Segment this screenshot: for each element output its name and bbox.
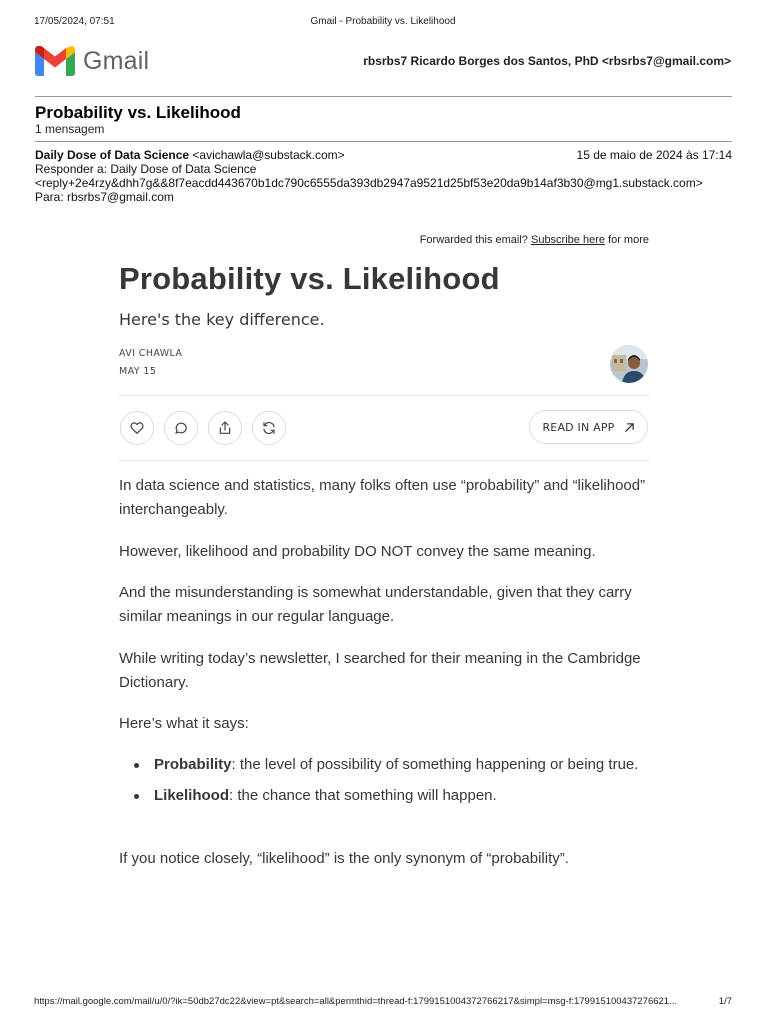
gmail-logo bbox=[35, 45, 149, 77]
arrow-up-right-icon bbox=[624, 422, 635, 433]
message-date: 15 de maio de 2024 às 17:14 bbox=[576, 148, 732, 162]
list-item bbox=[119, 784, 649, 808]
account-name: rbsrbs7 Ricardo Borges dos Santos, PhD <rbsrbs7@gmail.com> bbox=[363, 54, 731, 68]
list-item bbox=[119, 753, 649, 777]
heart-icon bbox=[129, 420, 145, 436]
definition-list bbox=[119, 753, 649, 808]
message-count: 1 mensagem bbox=[35, 122, 105, 136]
reply-to-address: <reply+2e4rzy&dhh7g&&8f7eacdd443670b1dc790c6555da393db2947a9521d25bf53e20da9b14af3b30@mg1.substack.com> bbox=[35, 176, 703, 190]
share-icon bbox=[217, 420, 233, 436]
print-datetime: 17/05/2024, 07:51 bbox=[34, 16, 115, 27]
subject-divider bbox=[35, 141, 732, 142]
restack-icon bbox=[261, 420, 277, 436]
restack-button[interactable] bbox=[252, 411, 286, 445]
reply-to-label: Responder a: Daily Dose of Data Science bbox=[35, 162, 257, 176]
paragraph-5: Here’s what it says: bbox=[119, 715, 249, 732]
sender-email: <avichawla@substack.com> bbox=[189, 148, 345, 162]
post-date: MAY 15 bbox=[119, 366, 157, 377]
comment-button[interactable] bbox=[164, 411, 198, 445]
term-probability: Probability bbox=[154, 756, 232, 773]
gmail-wordmark: Gmail bbox=[83, 46, 150, 75]
closing-paragraph: If you notice closely, “likelihood” is the only synonym of “probability”. bbox=[119, 850, 569, 867]
recipient: Para: rbsrbs7@gmail.com bbox=[35, 190, 174, 204]
bullet-dot bbox=[134, 794, 139, 799]
header-divider bbox=[35, 96, 732, 97]
paragraph-3: And the misunderstanding is somewhat understandable, given that they carry similar meanings in our regular language. bbox=[119, 584, 632, 625]
action-bar-top-divider bbox=[119, 395, 649, 396]
read-in-app-label: READ IN APP bbox=[542, 420, 615, 434]
comment-icon bbox=[173, 420, 189, 436]
paragraph-2: However, likelihood and probability DO NOT convey the same meaning. bbox=[119, 543, 596, 560]
paragraph-1: In data science and statistics, many folks often use “probability” and “likelihood” interchangeably. bbox=[119, 477, 646, 518]
post-author[interactable]: AVI CHAWLA bbox=[119, 348, 183, 359]
term-likelihood: Likelihood bbox=[154, 787, 229, 804]
post-title: Probability vs. Likelihood bbox=[119, 261, 500, 296]
message-meta bbox=[35, 148, 732, 204]
forwarded-notice: Forwarded this email? Subscribe here for more bbox=[419, 234, 649, 246]
read-in-app-button[interactable] bbox=[529, 410, 648, 444]
paragraph-4: While writing today’s newsletter, I searched for their meaning in the Cambridge Dictionary. bbox=[119, 650, 641, 691]
like-button[interactable] bbox=[120, 411, 154, 445]
print-url: https://mail.google.com/mail/u/0/?ik=50db27dc22&view=pt&search=all&permthid=thread-f:1799151004372766217&simpl=msg-f:179915100437276621... bbox=[34, 996, 678, 1007]
share-button[interactable] bbox=[208, 411, 242, 445]
author-avatar[interactable] bbox=[610, 345, 648, 383]
post-subtitle: Here's the key difference. bbox=[119, 310, 325, 329]
bullet-dot bbox=[134, 763, 139, 768]
subscribe-link[interactable]: Subscribe here bbox=[530, 234, 605, 246]
print-header bbox=[34, 16, 732, 30]
avatar-image bbox=[610, 345, 648, 383]
print-title: Gmail - Probability vs. Likelihood bbox=[310, 16, 456, 27]
gmail-m-icon bbox=[35, 46, 75, 76]
thread-subject: Probability vs. Likelihood bbox=[35, 103, 241, 122]
action-bar-bottom-divider bbox=[119, 460, 649, 461]
definition-probability: : the level of possibility of something happening or being true. bbox=[231, 756, 639, 773]
definition-likelihood: : the chance that something will happen. bbox=[229, 787, 497, 804]
page-number: 1/7 bbox=[718, 996, 732, 1007]
sender-name: Daily Dose of Data Science bbox=[35, 148, 190, 162]
